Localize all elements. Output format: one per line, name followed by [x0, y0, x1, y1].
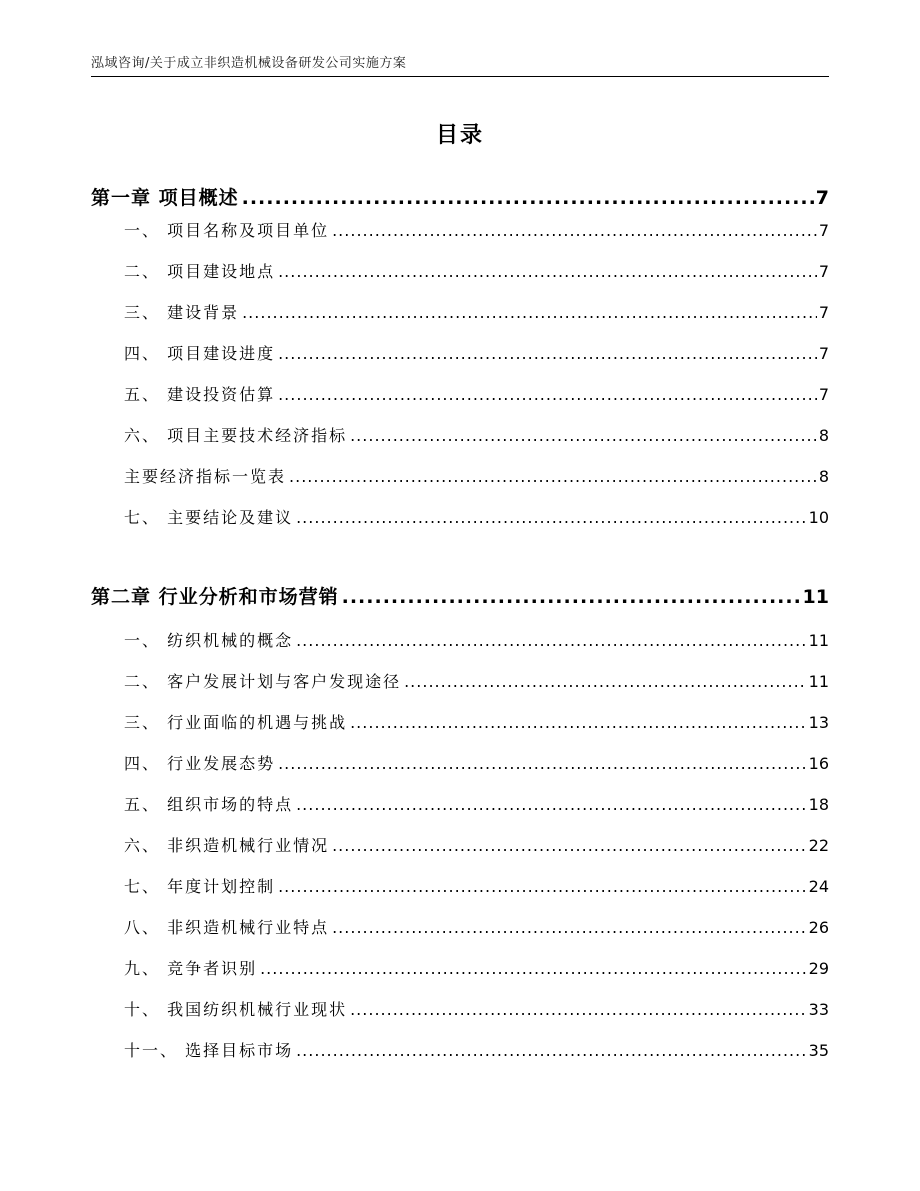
toc-entry-text: 第一章 项目概述 — [91, 187, 239, 209]
toc-entry-1-7[interactable] — [124, 505, 829, 535]
toc-page-number: 7 — [815, 187, 829, 209]
toc-dot-leader — [296, 631, 807, 650]
toc-dot-leader — [350, 1000, 807, 1019]
toc-dot-leader — [350, 426, 817, 445]
toc-page-number: 26 — [808, 918, 829, 937]
toc-chapter-1[interactable] — [91, 183, 829, 213]
toc-page-number: 35 — [808, 1041, 829, 1060]
toc-entry-text: 六、 项目主要技术经济指标 — [124, 426, 348, 445]
toc-entry-1-1[interactable] — [124, 218, 829, 248]
toc-entry-text: 六、 非织造机械行业情况 — [124, 836, 330, 855]
toc-entry-2-2[interactable] — [124, 669, 829, 699]
toc-entry-2-1[interactable] — [124, 628, 829, 658]
toc-dot-leader — [278, 754, 807, 773]
toc-dot-leader — [242, 187, 814, 209]
toc-entry-2-9[interactable] — [124, 956, 829, 986]
toc-entry-text: 十一、 选择目标市场 — [124, 1041, 294, 1060]
toc-entry-1-5[interactable] — [124, 382, 829, 412]
toc-entry-2-6[interactable] — [124, 833, 829, 863]
toc-dot-leader — [278, 344, 817, 363]
toc-entry-2-7[interactable] — [124, 874, 829, 904]
toc-page-number: 11 — [808, 631, 829, 650]
toc-page-number: 7 — [818, 221, 829, 240]
running-header: 泓域咨询/关于成立非织造机械设备研发公司实施方案 — [91, 56, 407, 71]
toc-page-number: 24 — [808, 877, 829, 896]
toc-dot-leader — [242, 303, 817, 322]
toc-entry-text: 二、 项目建设地点 — [124, 262, 276, 281]
toc-page-number: 13 — [808, 713, 829, 732]
toc-entry-text: 九、 竞争者识别 — [124, 959, 258, 978]
toc-entry-text: 一、 项目名称及项目单位 — [124, 221, 330, 240]
toc-dot-leader — [296, 795, 807, 814]
toc-page-number: 10 — [808, 508, 829, 527]
toc-entry-1-3[interactable] — [124, 300, 829, 330]
toc-entry-text: 二、 客户发展计划与客户发现途径 — [124, 672, 402, 691]
toc-dot-leader — [332, 836, 807, 855]
toc-dot-leader — [289, 467, 817, 486]
toc-page-number: 16 — [808, 754, 829, 773]
toc-dot-leader — [278, 877, 807, 896]
toc-dot-leader — [350, 713, 807, 732]
toc-title: 目录 — [435, 123, 484, 148]
toc-entry-2-8[interactable] — [124, 915, 829, 945]
toc-entry-text: 主要经济指标一览表 — [124, 467, 287, 486]
header-rule — [91, 76, 829, 77]
toc-entry-text: 五、 建设投资估算 — [124, 385, 276, 404]
toc-page-number: 7 — [818, 385, 829, 404]
toc-page-number: 33 — [808, 1000, 829, 1019]
toc-page-number: 7 — [818, 262, 829, 281]
toc-entry-text: 一、 纺织机械的概念 — [124, 631, 294, 650]
toc-entry-2-5[interactable] — [124, 792, 829, 822]
toc-entry-text: 三、 行业面临的机遇与挑战 — [124, 713, 348, 732]
toc-page-number: 18 — [808, 795, 829, 814]
toc-page-number: 22 — [808, 836, 829, 855]
toc-entry-text: 三、 建设背景 — [124, 303, 240, 322]
toc-entry-1-table[interactable] — [124, 464, 829, 494]
toc-page-number: 8 — [818, 426, 829, 445]
toc-entry-text: 七、 主要结论及建议 — [124, 508, 294, 527]
toc-entry-text: 四、 行业发展态势 — [124, 754, 276, 773]
toc-entry-text: 五、 组织市场的特点 — [124, 795, 294, 814]
toc-page-number: 8 — [818, 467, 829, 486]
toc-entry-2-11[interactable] — [124, 1038, 829, 1068]
toc-entry-2-3[interactable] — [124, 710, 829, 740]
toc-page-number: 11 — [808, 672, 829, 691]
toc-entry-2-10[interactable] — [124, 997, 829, 1027]
toc-dot-leader — [332, 221, 817, 240]
toc-entry-text: 八、 非织造机械行业特点 — [124, 918, 330, 937]
toc-entry-text: 十、 我国纺织机械行业现状 — [124, 1000, 348, 1019]
toc-chapter-2[interactable] — [91, 582, 829, 612]
toc-entry-1-6[interactable] — [124, 423, 829, 453]
toc-dot-leader — [278, 262, 817, 281]
toc-page-number: 29 — [808, 959, 829, 978]
toc-dot-leader — [332, 918, 807, 937]
toc-entry-2-4[interactable] — [124, 751, 829, 781]
toc-entry-1-4[interactable] — [124, 341, 829, 371]
toc-dot-leader — [278, 385, 817, 404]
toc-entry-text: 第二章 行业分析和市场营销 — [91, 586, 339, 608]
toc-entry-text: 四、 项目建设进度 — [124, 344, 276, 363]
toc-dot-leader — [260, 959, 807, 978]
toc-entry-text: 七、 年度计划控制 — [124, 877, 276, 896]
toc-page-number: 7 — [818, 344, 829, 363]
toc-dot-leader — [296, 508, 807, 527]
toc-dot-leader — [404, 672, 807, 691]
toc-dot-leader — [342, 586, 801, 608]
toc-entry-1-2[interactable] — [124, 259, 829, 289]
toc-page-number: 7 — [818, 303, 829, 322]
toc-page-number: 11 — [802, 586, 829, 608]
toc-dot-leader — [296, 1041, 807, 1060]
